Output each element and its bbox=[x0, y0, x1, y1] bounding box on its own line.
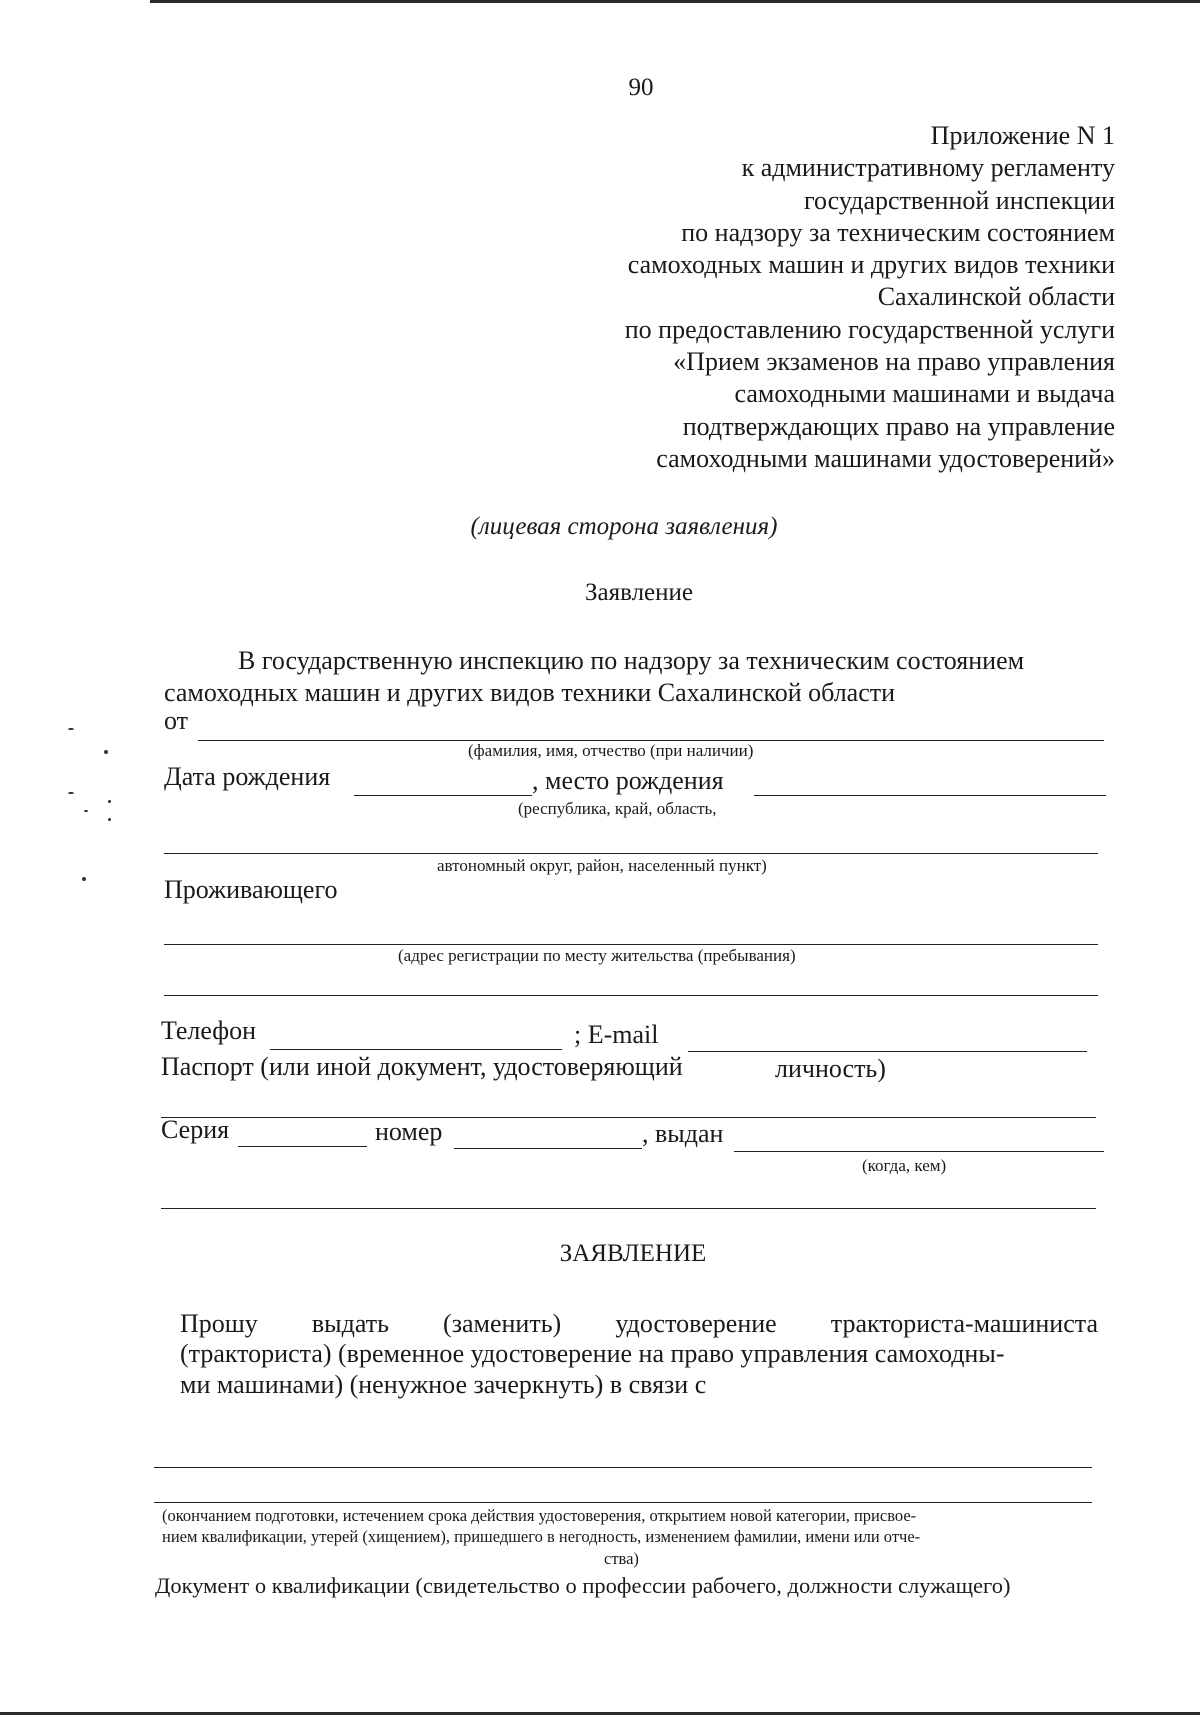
statement-text bbox=[180, 1308, 1098, 1339]
address-field[interactable] bbox=[164, 944, 1098, 945]
addressee-line-2: самоходных машин и других видов техники Сахалинской области bbox=[164, 678, 896, 707]
annex-line: «Прием экзаменов на право управления bbox=[673, 347, 1115, 377]
birth-place-hint-1: (республика, край, область, bbox=[518, 799, 717, 818]
birth-date-label: Дата рождения bbox=[164, 762, 331, 791]
reason-hint-2: нием квалификации, утерей (хищением), пришедшего в негодность, изменением фамилии, имени или отче- bbox=[162, 1527, 921, 1546]
reason-field[interactable] bbox=[154, 1467, 1092, 1468]
series-field[interactable] bbox=[238, 1146, 367, 1147]
scan-speck bbox=[84, 810, 88, 812]
statement-row-3: ми машинами) (ненужное зачеркнуть) в связи с bbox=[180, 1370, 707, 1399]
issued-field-continued[interactable] bbox=[161, 1208, 1096, 1209]
scan-speck bbox=[108, 800, 111, 803]
issued-label: , выдан bbox=[642, 1119, 724, 1148]
passport-label: Паспорт (или иной документ, удостоверяющий bbox=[161, 1052, 683, 1081]
scan-speck bbox=[108, 818, 111, 821]
statement-word: выдать bbox=[311, 1309, 389, 1338]
annex-line: Приложение N 1 bbox=[930, 121, 1115, 150]
number-field[interactable] bbox=[454, 1148, 642, 1149]
email-label: ; E-mail bbox=[574, 1020, 659, 1049]
number-label: номер bbox=[375, 1117, 443, 1146]
statement-title: ЗАЯВЛЕНИЕ bbox=[559, 1240, 707, 1267]
annex-line: по предоставлению государственной услуги bbox=[624, 314, 1115, 344]
page-number: 90 bbox=[628, 74, 654, 101]
birth-place-hint-2: автономный округ, район, населенный пункт) bbox=[437, 856, 767, 875]
annex-line: государственной инспекции bbox=[804, 185, 1115, 215]
from-label: от bbox=[164, 706, 189, 735]
scan-speck bbox=[104, 750, 108, 754]
birth-date-field[interactable] bbox=[354, 795, 532, 796]
annex-line: Сахалинской области bbox=[877, 282, 1115, 312]
residing-label: Проживающего bbox=[164, 875, 338, 904]
scan-speck bbox=[68, 728, 74, 730]
addressee-line-1: В государственную инспекцию по надзору за техническим состоянием bbox=[238, 646, 1025, 675]
annex-line: самоходными машинами и выдача bbox=[734, 379, 1115, 409]
annex-line: по надзору за техническим состоянием bbox=[681, 217, 1115, 247]
statement-row-1 bbox=[180, 1308, 1098, 1339]
side-label: (лицевая сторона заявления) bbox=[470, 513, 778, 540]
address-hint: (адрес регистрации по месту жительства (пребывания) bbox=[398, 946, 796, 965]
birth-place-field-continued[interactable] bbox=[164, 853, 1098, 854]
from-name-hint: (фамилия, имя, отчество (при наличии) bbox=[468, 741, 754, 760]
form-heading: Заявление bbox=[584, 579, 694, 606]
annex-line: самоходных машин и других видов техники bbox=[627, 250, 1115, 280]
birth-place-label: , место рождения bbox=[532, 766, 724, 795]
issued-field[interactable] bbox=[734, 1151, 1104, 1152]
statement-row-2: (тракториста) (временное удостоверение на право управления самоходны- bbox=[180, 1339, 1005, 1368]
qualification-label: Документ о квалификации (свидетельство о профессии рабочего, должности служащего) bbox=[155, 1573, 1011, 1598]
email-field[interactable] bbox=[688, 1051, 1087, 1052]
annex-line: к административному регламенту bbox=[741, 153, 1115, 183]
scan-speck bbox=[68, 792, 74, 794]
birth-place-field[interactable] bbox=[754, 795, 1106, 796]
scan-speck bbox=[82, 877, 86, 881]
annex-header bbox=[625, 120, 1115, 475]
issued-hint: (когда, кем) bbox=[862, 1156, 947, 1175]
statement-word: Прошу bbox=[180, 1309, 258, 1338]
bottom-border-line bbox=[0, 1712, 1200, 1715]
reason-hint-3: ства) bbox=[604, 1549, 639, 1568]
reason-field-continued[interactable] bbox=[154, 1502, 1092, 1503]
phone-field[interactable] bbox=[270, 1049, 562, 1050]
statement-word: удостоверение bbox=[615, 1309, 777, 1338]
passport-type-field[interactable] bbox=[161, 1117, 1096, 1118]
statement-word: (заменить) bbox=[443, 1309, 562, 1338]
phone-label: Телефон bbox=[161, 1016, 257, 1045]
passport-label-end: личность) bbox=[775, 1054, 886, 1083]
statement-word: тракториста-машиниста bbox=[830, 1309, 1098, 1338]
address-field-continued[interactable] bbox=[164, 995, 1098, 996]
series-label: Серия bbox=[161, 1115, 230, 1144]
top-border-line bbox=[150, 0, 1200, 3]
annex-line: самоходными машинами удостоверений» bbox=[656, 443, 1115, 473]
reason-hint-1: (окончанием подготовки, истечением срока действия удостоверения, открытием новой категории, присвое- bbox=[162, 1506, 917, 1525]
annex-line: подтверждающих право на управление bbox=[682, 411, 1115, 441]
